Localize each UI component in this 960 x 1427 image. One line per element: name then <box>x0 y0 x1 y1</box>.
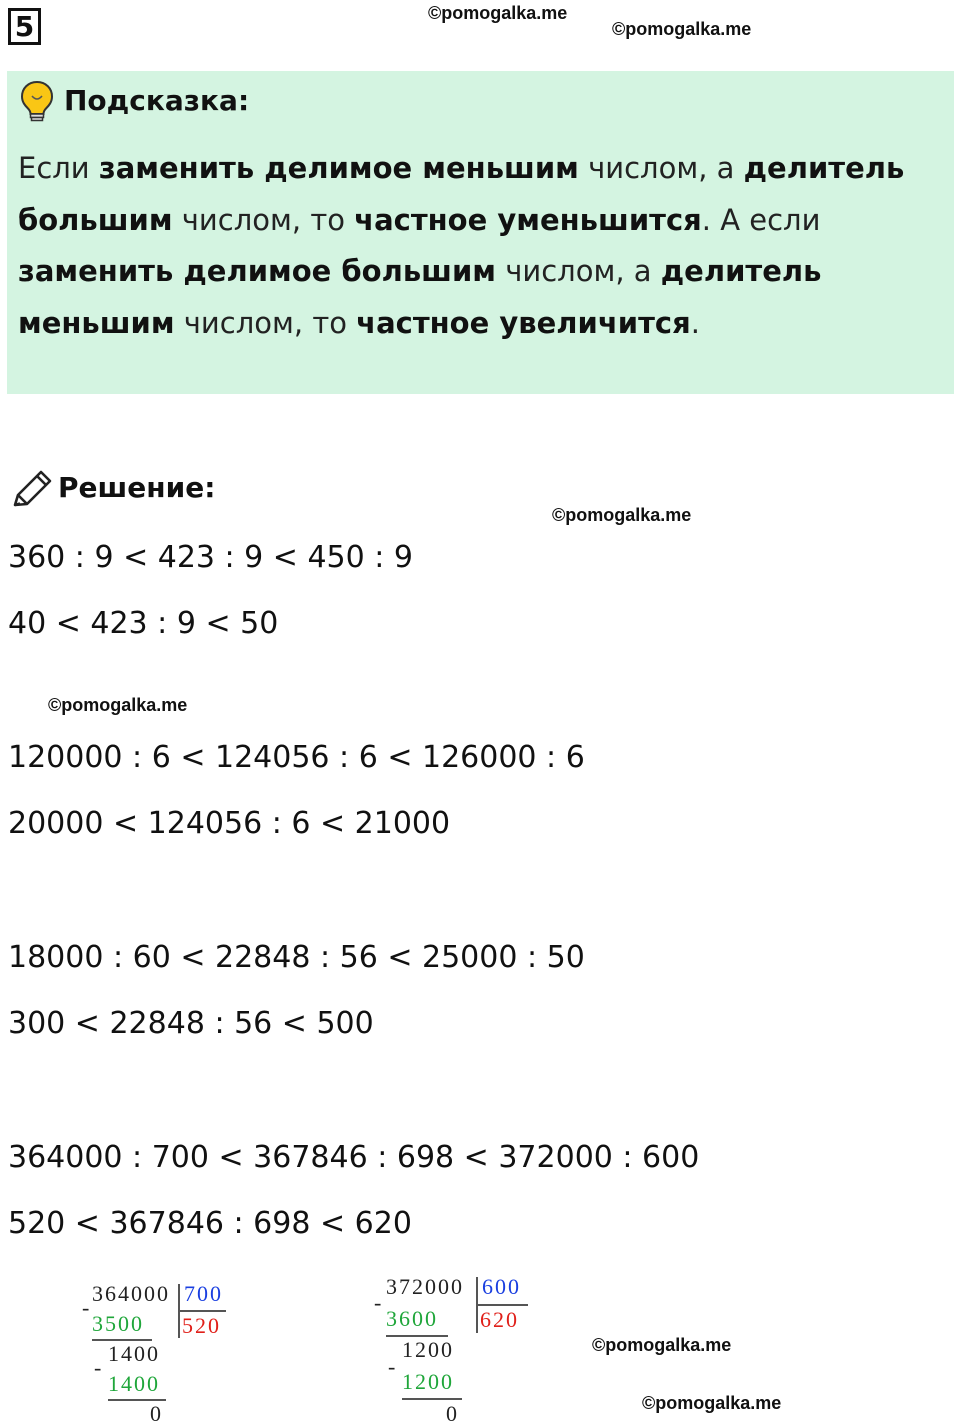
hint-text-part: числом, а <box>496 254 661 288</box>
hint-title: Подсказка: <box>64 84 250 117</box>
hint-emphasis: делитель большим <box>18 151 905 237</box>
divisor: 700 <box>184 1281 223 1306</box>
watermark: ©pomogalka.me <box>48 695 188 715</box>
subtrahend: 1400 <box>108 1371 160 1396</box>
long-division <box>80 1282 240 1427</box>
subtrahend: 3500 <box>92 1311 144 1336</box>
hint-text-part: числом, то <box>174 305 357 340</box>
solution-line: 364000 : 700 < 367846 : 698 < 372000 : 600 <box>8 1140 700 1175</box>
solution-line: 40 < 423 : 9 < 50 <box>8 606 279 641</box>
minus-sign: - <box>388 1354 398 1379</box>
hint-text-part: Если <box>18 151 99 185</box>
hint-text <box>18 143 943 349</box>
solution-line: 120000 : 6 < 124056 : 6 < 126000 : 6 <box>8 740 585 775</box>
dividend: 364000 <box>92 1281 170 1306</box>
quotient: 620 <box>480 1307 519 1332</box>
partial-remainder: 1400 <box>108 1341 160 1366</box>
hint-emphasis: заменить делимое большим <box>18 254 497 288</box>
solution-title: Решение: <box>58 471 216 504</box>
solution-line: 520 < 367846 : 698 < 620 <box>8 1206 412 1241</box>
solution-line: 360 : 9 < 423 : 9 < 450 : 9 <box>8 540 413 575</box>
minus-sign: - <box>374 1290 384 1315</box>
watermark: ©pomogalka.me <box>552 505 692 525</box>
subtrahend: 3600 <box>386 1306 438 1331</box>
hint-emphasis: частное уменьшится <box>354 202 702 237</box>
hint-emphasis: заменить делимое меньшим <box>98 151 579 185</box>
task-number: 5 <box>8 8 41 45</box>
dividend: 372000 <box>386 1274 464 1299</box>
divisor: 600 <box>482 1274 521 1299</box>
long-division <box>372 1275 542 1427</box>
lightbulb-icon <box>20 80 54 122</box>
hint-text-part: . <box>690 305 700 340</box>
hint-text-part: . А если <box>701 202 821 237</box>
solution-line: 300 < 22848 : 56 < 500 <box>8 1006 374 1041</box>
minus-sign: - <box>94 1355 104 1380</box>
watermark: ©pomogalka.me <box>428 3 568 23</box>
remainder: 0 <box>150 1401 163 1426</box>
watermark: ©pomogalka.me <box>592 1335 732 1355</box>
hint-text-part: числом, а <box>578 151 744 185</box>
partial-remainder: 1200 <box>402 1337 454 1362</box>
hint-emphasis: частное увеличится <box>356 305 691 340</box>
subtrahend: 1200 <box>402 1369 454 1394</box>
solution-line: 20000 < 124056 : 6 < 21000 <box>8 806 451 841</box>
remainder: 0 <box>446 1401 459 1426</box>
watermark: ©pomogalka.me <box>642 1393 782 1413</box>
minus-sign: - <box>82 1295 92 1320</box>
solution-line: 18000 : 60 < 22848 : 56 < 25000 : 50 <box>8 940 585 975</box>
quotient: 520 <box>182 1313 221 1338</box>
watermark: ©pomogalka.me <box>612 19 752 39</box>
pencil-icon <box>10 468 54 510</box>
hint-text-part: числом, то <box>172 202 355 237</box>
hint-emphasis: делитель меньшим <box>18 254 822 340</box>
